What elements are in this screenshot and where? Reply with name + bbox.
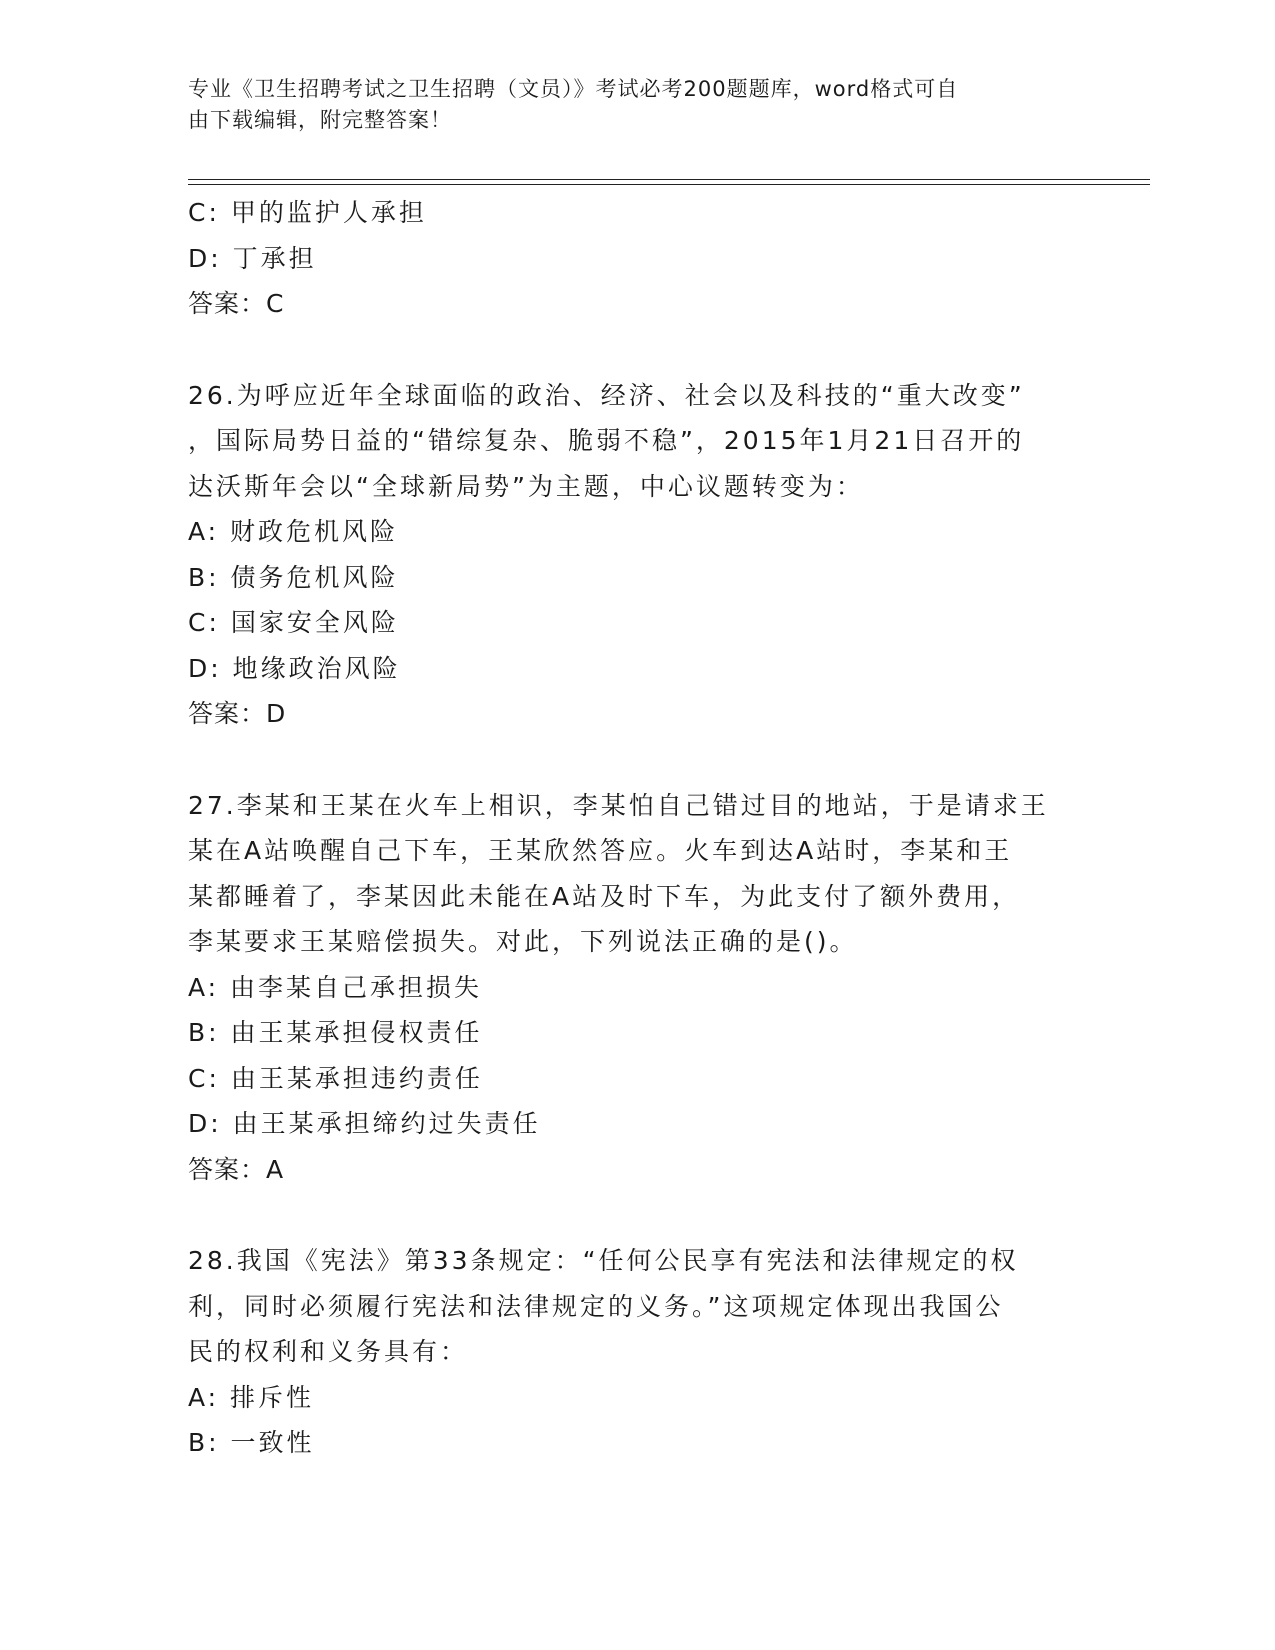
option-a: A: 由李某自己承担损失 — [188, 972, 483, 1002]
option-d: D: 由王某承担缔约过失责任 — [188, 1109, 541, 1138]
option-c: C: 国家安全风险 — [188, 608, 399, 637]
question-content — [188, 190, 1088, 1466]
question-27 — [188, 783, 1088, 1193]
question-text-line: 28.我国《宪法》第33条规定：“任何公民享有宪法和法律规定的权 — [188, 1246, 1019, 1275]
header-rule-top — [188, 179, 1150, 180]
question-26 — [188, 373, 1088, 737]
question-text-line: 26.为呼应近年全球面临的政治、经济、社会以及科技的“重大改变” — [188, 380, 1025, 410]
spacer — [188, 327, 1088, 373]
document-header — [188, 74, 1068, 136]
option-b: B: 由王某承担侵权责任 — [188, 1018, 483, 1047]
option-a: A: 排斥性 — [188, 1382, 315, 1412]
option-c: C: 由王某承担违约责任 — [188, 1063, 483, 1093]
option-a: A: 财政危机风险 — [188, 517, 399, 546]
question-text-line: 达沃斯年会以“全球新局势”为主题，中心议题转变为： — [188, 471, 864, 501]
question-25-tail — [188, 190, 1088, 327]
answer: 答案：C — [188, 289, 285, 318]
answer: 答案：A — [188, 1154, 285, 1184]
question-text-line: 民的权利和义务具有： — [188, 1337, 469, 1366]
question-28 — [188, 1238, 1088, 1466]
spacer — [188, 1192, 1088, 1238]
option-d: D: 丁承担 — [188, 243, 317, 273]
header-line-2: 由下载编辑，附完整答案！ — [188, 108, 452, 132]
option-c: C: 甲的监护人承担 — [188, 198, 427, 227]
question-text-line: 李某要求王某赔偿损失。对此，下列说法正确的是()。 — [188, 927, 858, 956]
question-text-line: 27.李某和王某在火车上相识，李某怕自己错过目的地站，于是请求王 — [188, 790, 1049, 820]
question-text-line: ，国际局势日益的“错综复杂、脆弱不稳”，2015年1月21日召开的 — [188, 426, 1025, 455]
spacer — [188, 737, 1088, 783]
question-text-line: 某都睡着了，李某因此未能在A站及时下车，为此支付了额外费用， — [188, 881, 1021, 911]
header-rule-bottom — [188, 184, 1150, 185]
answer: 答案：D — [188, 699, 287, 728]
option-d: D: 地缘政治风险 — [188, 653, 401, 683]
option-b: B: 一致性 — [188, 1428, 315, 1457]
question-text-line: 某在A站唤醒自己下车，王某欣然答应。火车到达A站时，李某和王 — [188, 836, 1013, 865]
question-text-line: 利，同时必须履行宪法和法律规定的义务。”这项规定体现出我国公 — [188, 1291, 1004, 1321]
option-b: B: 债务危机风险 — [188, 562, 399, 592]
header-line-1: 专业《卫生招聘考试之卫生招聘（文员）》考试必考200题题库，word格式可自 — [188, 77, 959, 101]
